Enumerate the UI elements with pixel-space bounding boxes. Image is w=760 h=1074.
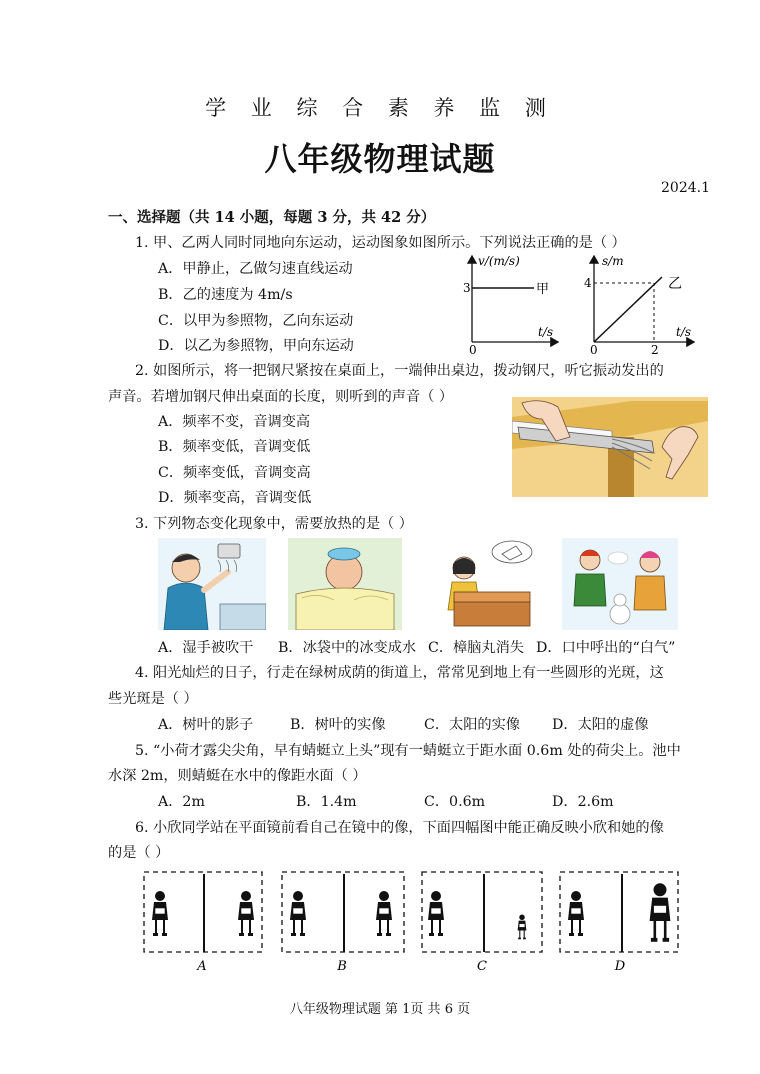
origin-label: 0 bbox=[590, 343, 598, 356]
q3-option-b: B．冰袋中的冰变成水 bbox=[278, 640, 417, 656]
thought-bubble bbox=[492, 541, 532, 563]
q1-option-c: C．以甲为参照物，乙向东运动 bbox=[158, 313, 354, 329]
y-tick-label: 3 bbox=[463, 281, 471, 295]
snowman bbox=[610, 604, 630, 624]
q1-stem: 1. 甲、乙两人同时同地向东运动，运动图象如图所示。下列说法正确的是（ ） bbox=[135, 235, 626, 251]
exam-series-title: 学 业 综 合 素 养 监 测 bbox=[205, 96, 555, 120]
mirror-panel-d bbox=[560, 872, 678, 952]
q4-option-c: C．太阳的实像 bbox=[424, 717, 520, 733]
q1-option-a: A．甲静止，乙做匀速直线运动 bbox=[158, 261, 353, 277]
q2-stem-line1: 2. 如图所示，将一把钢尺紧按在桌面上，一端伸出桌边，拨动钢尺，听它振动发出的 bbox=[135, 363, 664, 379]
mirror-panel-c bbox=[422, 872, 542, 952]
mirror-panel-a bbox=[144, 872, 262, 952]
q5-option-c: C．0.6m bbox=[424, 794, 486, 810]
q5-stem-line2: 水深 2m，则蜻蜓在水中的像距水面（ ） bbox=[108, 768, 367, 784]
panel-label-d: D bbox=[614, 959, 626, 974]
ruler-table-illustration bbox=[512, 397, 708, 497]
series-yi-label: 乙 bbox=[668, 276, 682, 292]
camphor-ball-image bbox=[424, 538, 534, 630]
q2-option-b: B．频率变低，音调变低 bbox=[158, 439, 311, 455]
hand-dryer-image bbox=[158, 538, 266, 630]
series-jia-label: 甲 bbox=[536, 282, 550, 297]
panel-label-b: B bbox=[337, 959, 347, 974]
q5-option-b: B．1.4m bbox=[296, 794, 357, 810]
section-heading: 一、选择题（共 14 小题，每题 3 分，共 42 分） bbox=[108, 209, 436, 226]
blanket bbox=[296, 588, 394, 630]
q4-option-b: B．树叶的实像 bbox=[290, 717, 386, 733]
q1-st-graph bbox=[580, 250, 700, 356]
dryer-icon bbox=[218, 544, 240, 558]
q2-option-a: A．频率不变，音调变高 bbox=[158, 414, 311, 430]
mirror-options-figure bbox=[140, 868, 680, 978]
q5-option-d: D．2.6m bbox=[552, 794, 614, 810]
q2-stem-line2: 声音。若增加钢尺伸出桌面的长度，则听到的声音（ ） bbox=[108, 389, 454, 405]
sink bbox=[220, 604, 266, 630]
y-axis-label: s/m bbox=[602, 254, 624, 268]
q4-stem-line1: 4. 阳光灿烂的日子，行走在绿树成荫的街道上，常常见到地上有一些圆形的光斑，这 bbox=[135, 665, 664, 681]
x-axis-label: t/s bbox=[538, 325, 554, 339]
q6-stem-line1: 6. 小欣同学站在平面镜前看自己在镜中的像，下面四幅图中能正确反映小欣和她的像 bbox=[135, 820, 664, 836]
q3-stem: 3. 下列物态变化现象中，需要放热的是（ ） bbox=[135, 516, 413, 532]
mirror-panel-b bbox=[282, 872, 404, 952]
q2-option-c: C．频率变低，音调变高 bbox=[158, 465, 311, 481]
exam-subject-title: 八年级物理试题 bbox=[264, 140, 496, 178]
y-tick-label: 4 bbox=[584, 276, 592, 290]
q1-option-d: D．以乙为参照物，甲向东运动 bbox=[158, 338, 354, 354]
panel-label-a: A bbox=[197, 959, 207, 974]
q3-option-a: A．湿手被吹干 bbox=[158, 640, 254, 656]
wooden-chest bbox=[454, 600, 530, 626]
series-yi-line bbox=[594, 277, 662, 342]
q1-vt-graph bbox=[452, 250, 564, 356]
page-footer: 八年级物理试题 第 1页 共 6 页 bbox=[289, 1002, 471, 1017]
q1-option-b: B．乙的速度为 4m/s bbox=[158, 287, 293, 303]
q5-option-a: A．2m bbox=[158, 794, 205, 810]
q2-option-d: D．频率变高，音调变低 bbox=[158, 490, 312, 506]
q4-stem-line2: 些光斑是（ ） bbox=[108, 691, 198, 707]
x-axis-label: t/s bbox=[676, 325, 692, 339]
exam-date: 2024.1 bbox=[661, 180, 710, 196]
y-axis-label: v/(m/s) bbox=[478, 254, 520, 268]
q3-option-c: C．樟脑丸消失 bbox=[428, 640, 524, 656]
girl-coat bbox=[634, 576, 666, 610]
x-tick-label: 2 bbox=[651, 343, 659, 356]
q3-option-d: D．口中呼出的“白气” bbox=[536, 640, 676, 656]
q4-option-a: A．树叶的影子 bbox=[158, 717, 254, 733]
breath-cloud bbox=[608, 552, 628, 564]
panel-label-c: C bbox=[477, 959, 487, 974]
boy-coat bbox=[574, 574, 606, 606]
breath-white-gas-image bbox=[562, 538, 678, 630]
q6-stem-line2: 的是（ ） bbox=[108, 845, 170, 861]
q4-option-d: D．太阳的虚像 bbox=[552, 717, 649, 733]
ice-bag bbox=[328, 548, 360, 560]
ice-bag-image bbox=[288, 538, 402, 630]
origin-label: 0 bbox=[469, 343, 477, 356]
q5-stem-line1: 5. “小荷才露尖尖角，早有蜻蜓立上头”现有一蜻蜓立于距水面 0.6m 处的荷尖上。池中 bbox=[135, 743, 681, 759]
